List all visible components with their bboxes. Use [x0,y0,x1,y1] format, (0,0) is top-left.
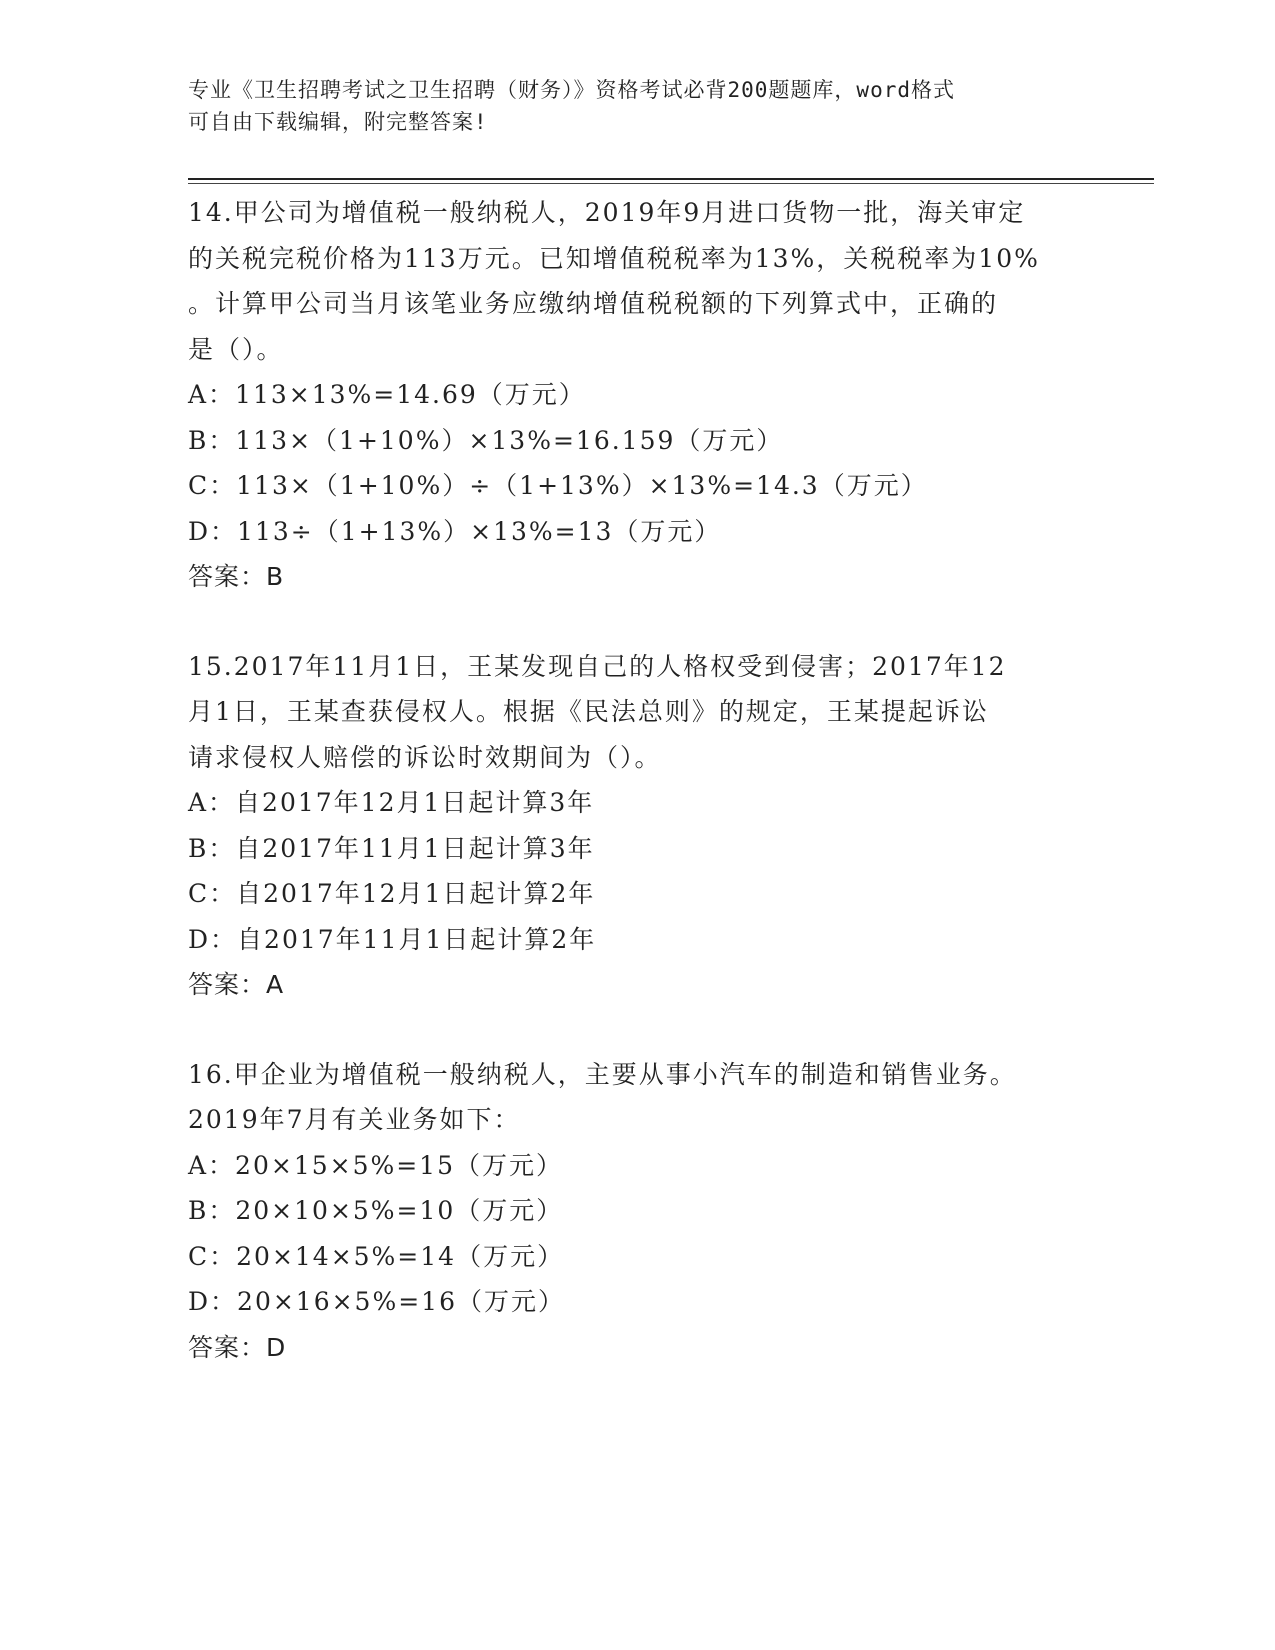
question-stem-line: 是（）。 [188,334,284,364]
question-stem-line: 的关税完税价格为113万元。已知增值税税率为13%，关税税率为10% [188,243,1040,273]
option-a: A：113×13%=14.69（万元） [188,380,586,409]
question-16 [188,1052,1088,1371]
question-list [188,190,1088,1370]
question-spacer [188,1008,1088,1052]
answer-label: 答案：D [188,1332,287,1362]
option-c: C：113×（1+10%）÷（1+13%）×13%=14.3（万元） [188,471,928,500]
question-stem-line: 16.甲企业为增值税一般纳税人，主要从事小汽车的制造和销售业务。 [188,1059,1017,1089]
question-stem-line: 月1日，王某查获侵权人。根据《民法总则》的规定，王某提起诉讼 [188,697,989,726]
option-c: C：20×14×5%=14（万元） [188,1241,565,1271]
option-b: B：20×10×5%=10（万元） [188,1196,564,1225]
question-15 [188,644,1088,1008]
header-divider-thick [188,178,1154,180]
question-spacer [188,600,1088,644]
question-stem-line: 15.2017年11月1日，王某发现自己的人格权受到侵害；2017年12 [188,651,1007,681]
question-stem-line: 2019年7月有关业务如下： [188,1105,521,1134]
document-header [188,74,1088,138]
answer-label: 答案：A [188,970,285,999]
option-d: D：113÷（1+13%）×13%=13（万元） [188,516,722,546]
question-stem-line: 。计算甲公司当月该笔业务应缴纳增值税税额的下列算式中，正确的 [188,289,999,318]
option-a: A：20×15×5%=15（万元） [188,1150,563,1180]
option-b: B：自2017年11月1日起计算3年 [188,833,595,863]
question-14 [188,190,1088,600]
question-stem-line: 14.甲公司为增值税一般纳税人，2019年9月进口货物一批，海关审定 [188,198,1026,227]
header-divider-thin [188,183,1154,184]
option-a: A：自2017年12月1日起计算3年 [188,788,595,817]
option-d: D：自2017年11月1日起计算2年 [188,924,597,954]
header-line-1: 专业《卫生招聘考试之卫生招聘（财务）》资格考试必背200题题库，word格式 [188,78,955,102]
question-stem-line: 请求侵权人赔偿的诉讼时效期间为（）。 [188,742,662,772]
header-line-2: 可自由下载编辑，附完整答案! [188,110,488,134]
answer-label: 答案：B [188,562,285,591]
option-c: C：自2017年12月1日起计算2年 [188,879,596,908]
option-b: B：113×（1+10%）×13%=16.159（万元） [188,425,784,455]
option-d: D：20×16×5%=16（万元） [188,1287,565,1316]
